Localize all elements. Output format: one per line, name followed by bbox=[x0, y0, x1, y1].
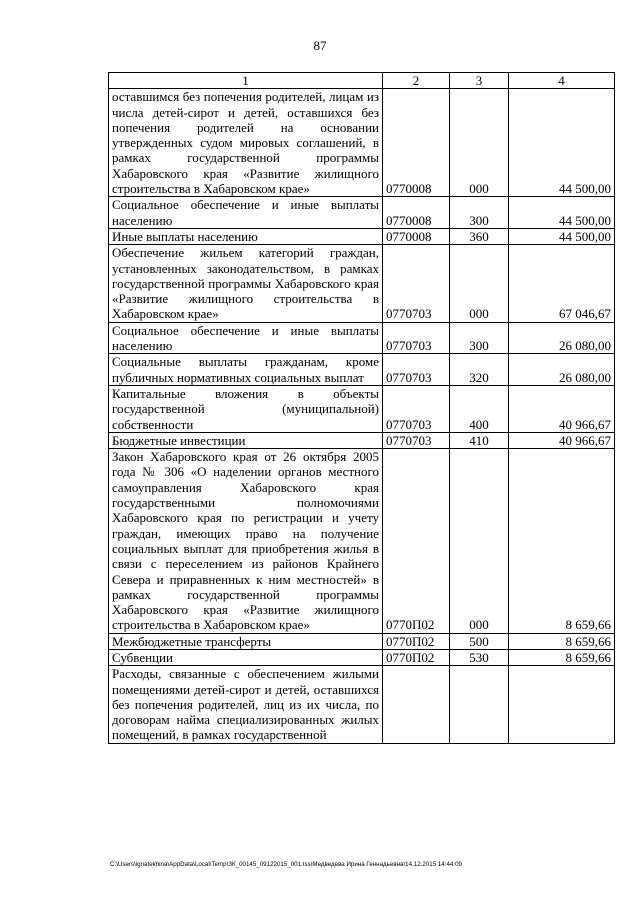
row-expense-type: 000 bbox=[450, 449, 509, 634]
row-amount: 8 659,66 bbox=[509, 633, 615, 649]
table-row bbox=[109, 322, 615, 354]
row-amount: 44 500,00 bbox=[509, 228, 615, 244]
budget-table bbox=[108, 72, 615, 744]
row-target-code: 0770703 bbox=[383, 245, 450, 322]
row-expense-type: 530 bbox=[450, 649, 509, 665]
row-target-code: 0770П02 bbox=[383, 649, 450, 665]
table-row bbox=[109, 245, 615, 322]
table-row bbox=[109, 89, 615, 197]
row-description: Капитальные вложения в объекты государственной (муниципальной) собственности bbox=[109, 385, 383, 432]
row-expense-type: 360 bbox=[450, 228, 509, 244]
row-description: Бюджетные инвестиции bbox=[109, 432, 383, 448]
table-row bbox=[109, 649, 615, 665]
page-number: 87 bbox=[313, 38, 327, 53]
row-expense-type: 300 bbox=[450, 322, 509, 354]
row-description: Обеспечение жильем категорий граждан, установленных законодательством, в рамках государственной программы Хабаровского края «Развитие жилищного строительства в Хабаровском крае» bbox=[109, 245, 383, 322]
row-amount bbox=[509, 666, 615, 743]
row-description: Субвенции bbox=[109, 649, 383, 665]
row-expense-type: 320 bbox=[450, 354, 509, 386]
row-expense-type: 000 bbox=[450, 89, 509, 197]
row-target-code: 0770703 bbox=[383, 385, 450, 432]
row-description: Межбюджетные трансферты bbox=[109, 633, 383, 649]
row-target-code: 0770008 bbox=[383, 89, 450, 197]
row-amount: 67 046,67 bbox=[509, 245, 615, 322]
row-description: Социальное обеспечение и иные выплаты населению bbox=[109, 322, 383, 354]
header-cell-2: 2 bbox=[383, 73, 450, 89]
table-row bbox=[109, 228, 615, 244]
table-row bbox=[109, 449, 615, 634]
row-description: Социальные выплаты гражданам, кроме публичных нормативных социальных выплат bbox=[109, 354, 383, 386]
header-cell-3: 3 bbox=[450, 73, 509, 89]
row-target-code: 0770703 bbox=[383, 322, 450, 354]
row-description: Социальное обеспечение и иные выплаты населению bbox=[109, 197, 383, 229]
row-description: оставшимся без попечения родителей, лицам из числа детей-сирот и детей, оставшихся без попечения родителей на основании утвержденных судом мировых соглашений, в рамках государственной программы Хабаровского края «Развитие жилищного строительства в Хабаровском крае» bbox=[109, 89, 383, 197]
table-row bbox=[109, 666, 615, 743]
row-amount: 26 080,00 bbox=[509, 354, 615, 386]
row-target-code: 0770008 bbox=[383, 197, 450, 229]
header-cell-4: 4 bbox=[509, 73, 615, 89]
table-row bbox=[109, 354, 615, 386]
row-amount: 44 500,00 bbox=[509, 197, 615, 229]
row-description: Закон Хабаровского края от 26 октября 2005 года № 306 «О наделении органов местного самоуправления Хабаровского края государственными полномочиями Хабаровского края по регистрации и учету граждан, имеющих право на получение социальных выплат для приобретения жилья в связи с переселением из районов Крайнего Севера и приравненных к ним местностей» в рамках государственной программы Хабаровского края «Развитие жилищного строительства в Хабаровском крае» bbox=[109, 449, 383, 634]
row-description: Расходы, связанные с обеспечением жилыми помещениями детей-сирот и детей, оставшихся без попечения родителей, лиц из их числа, по договорам найма специализированных жилых помещений, в рамках государственной bbox=[109, 666, 383, 743]
row-amount: 44 500,00 bbox=[509, 89, 615, 197]
row-target-code: 0770703 bbox=[383, 354, 450, 386]
table-header-row bbox=[109, 73, 615, 89]
row-expense-type: 400 bbox=[450, 385, 509, 432]
row-target-code: 0770008 bbox=[383, 228, 450, 244]
table-body bbox=[109, 89, 615, 743]
header-cell-1: 1 bbox=[109, 73, 383, 89]
table-row bbox=[109, 197, 615, 229]
row-expense-type bbox=[450, 666, 509, 743]
row-target-code: 0770П02 bbox=[383, 633, 450, 649]
row-amount: 40 966,67 bbox=[509, 432, 615, 448]
row-expense-type: 410 bbox=[450, 432, 509, 448]
row-amount: 26 080,00 bbox=[509, 322, 615, 354]
row-expense-type: 000 bbox=[450, 245, 509, 322]
table-row bbox=[109, 385, 615, 432]
row-amount: 40 966,67 bbox=[509, 385, 615, 432]
row-expense-type: 500 bbox=[450, 633, 509, 649]
row-amount: 8 659,66 bbox=[509, 449, 615, 634]
row-target-code: 0770703 bbox=[383, 432, 450, 448]
row-target-code bbox=[383, 666, 450, 743]
table-row bbox=[109, 432, 615, 448]
table-row bbox=[109, 633, 615, 649]
file-path-footer: C:\Users\ignatekhina\AppData\Local\Temp\ЗК_00145_09122015_001.tss\Медведева Ирина Геннадьевна\14.12.2015 14:44:09 bbox=[110, 861, 462, 868]
row-target-code: 0770П02 bbox=[383, 449, 450, 634]
row-description: Иные выплаты населению bbox=[109, 228, 383, 244]
row-amount: 8 659,66 bbox=[509, 649, 615, 665]
row-expense-type: 300 bbox=[450, 197, 509, 229]
